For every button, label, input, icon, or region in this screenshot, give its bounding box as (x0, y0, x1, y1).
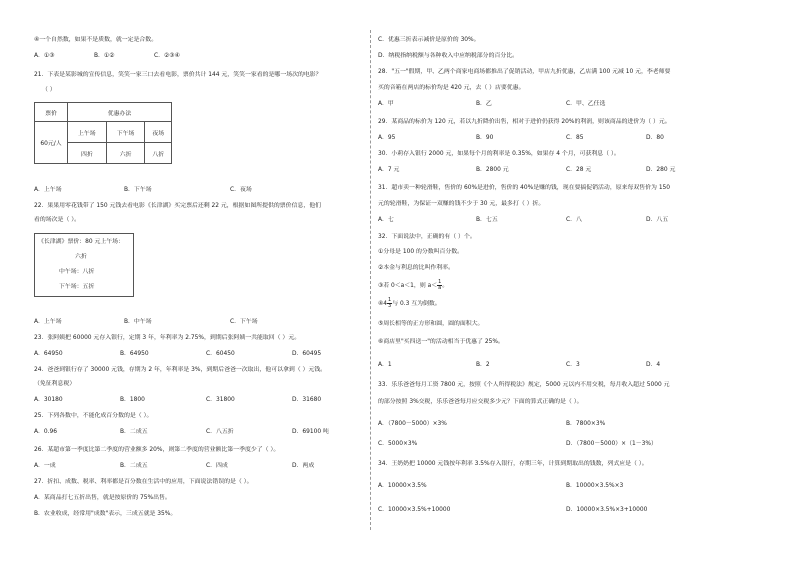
q32-item4-den: 3 (388, 303, 392, 309)
q34-option-b[interactable]: B．10000×3.5%×3 (566, 483, 624, 489)
q33-option-b[interactable]: B．7800×3% (566, 421, 606, 427)
q22-option-b[interactable]: B．中午场 (124, 319, 152, 325)
q33-statement-1: 33．乐乐爸爸每月工资 7800 元，按照《个人所得税法》规定，5000 元以内不用交税，每月收入超过 5000 元 (378, 382, 670, 388)
q33-statement-2: 的部分按照 3%交税，乐乐爸爸每月应交税多少元？下面的算式正确的是（ ）。 (378, 399, 583, 405)
q21-paren: （ ） (42, 87, 56, 93)
q22-box-line1: 《长津湖》票价：80 元上午场： (38, 239, 124, 245)
q29-statement: 29．某商品的标价为 120 元，若以九折降价出售，相对于进价仍获得 20%的利润，则该商品的进价为（ ）元。 (378, 119, 671, 125)
q31-statement-2: 元的轮滑鞋，为保证一双赚的钱不少于 30 元，最多打（ ）折。 (378, 201, 545, 207)
q33-option-c[interactable]: C．5000×3% (378, 441, 418, 447)
q27-option-d[interactable]: D．纳税指纳税额与各种收入中应纳税部分的百分比。 (378, 53, 519, 59)
q23-option-b[interactable]: B．64950 (120, 351, 149, 357)
q29-option-b[interactable]: B．90 (476, 135, 494, 141)
q24-option-a[interactable]: A．30180 (34, 397, 63, 403)
q21-option-a[interactable]: A．上午场 (34, 187, 62, 193)
q24-statement-2: （免征利息税） (34, 381, 76, 387)
q32-option-b[interactable]: B．2 (476, 362, 490, 368)
q21-option-b[interactable]: B．下午场 (124, 187, 152, 193)
q32-item-3 (378, 280, 448, 291)
q34-option-c[interactable]: C．10000×3.5%+10000 (378, 507, 451, 513)
q28-option-b[interactable]: B．乙 (476, 101, 492, 107)
q32-item3-den: a (438, 285, 442, 291)
q33-option-a[interactable]: A．（7800－5000）×3% (378, 421, 447, 427)
q33-option-d[interactable]: D．（7800－5000）×（1－3%） (566, 441, 657, 447)
q23-option-c[interactable]: C．60450 (206, 351, 235, 357)
q26-option-d[interactable]: D．两成 (292, 463, 315, 469)
q21-discount-afternoon: 六折 (106, 143, 145, 164)
q25-option-c[interactable]: C．八五折 (206, 429, 234, 435)
q28-option-a[interactable]: A．甲 (378, 101, 394, 107)
q22-box-line4: 下午场：五折 (59, 284, 95, 290)
q29-option-d[interactable]: D．80 (646, 135, 664, 141)
q24-option-d[interactable]: D．31680 (292, 397, 322, 403)
q32-item-2: ②本金与利息的比叫作利率。 (378, 265, 454, 271)
q34-statement: 34．王奶奶把 10000 元钱按年利率 3.5%存入银行，存期三年，计算到期取出的钱数，列式应是（ ）。 (378, 461, 648, 467)
q23-option-d[interactable]: D．60495 (292, 351, 322, 357)
q22-statement-1: 22．果果用零花钱带了 150 元钱去看电影《长津湖》买完票后还剩 22 元，根据如图所提供的票价信息，他们 (34, 203, 322, 209)
q21-discount-header: 优惠办法 (68, 103, 172, 122)
q27-option-a[interactable]: A．某商品打七五折出售，就是按原价的 75%出售。 (34, 495, 171, 501)
q21-price-value: 60元/人 (35, 122, 68, 164)
q34-option-d[interactable]: D．10000×3.5%×3+10000 (566, 507, 648, 513)
q21-session-afternoon: 下午场 (106, 122, 145, 143)
column-divider (370, 30, 371, 530)
q28-statement-2: 买的音箱在两店的标价均是 420 元，去（ ）店要优惠。 (378, 85, 525, 91)
q29-option-a[interactable]: A．95 (378, 135, 396, 141)
q21-session-night: 夜场 (145, 122, 172, 143)
q20-option-b[interactable]: B．①② (94, 53, 115, 59)
q34-option-a[interactable]: A．10000×3.5% (378, 483, 427, 489)
q32-item-5: ⑤周长相等的正方形和圆，圆的面积大。 (378, 321, 484, 327)
q32-item-6: ⑥商店里"买四送一"的活动相当于优惠了 25%。 (378, 339, 504, 345)
q24-option-b[interactable]: B．1800 (120, 397, 145, 403)
q26-statement: 26．某超市第一季度比第二季度的营业额多 20%，则第二季度的营业额比第一季度少了（ ）。 (34, 447, 280, 453)
q30-option-b[interactable]: B．2800 元 (476, 167, 509, 173)
q24-option-c[interactable]: C．31800 (206, 397, 235, 403)
q20-option-a[interactable]: A．①③ (34, 53, 55, 59)
q32-item4-num: 1 (388, 297, 392, 303)
q32-item4-int: 4 (383, 301, 388, 307)
q21-option-c[interactable]: C．夜场 (230, 187, 252, 193)
q21-price-header: 票价 (35, 103, 68, 122)
q32-item3-num: 1 (438, 279, 442, 285)
q26-option-b[interactable]: B．二成五 (120, 463, 148, 469)
q22-box-line3: 中午场：八折 (59, 269, 95, 275)
q32-option-a[interactable]: A．1 (378, 362, 392, 368)
q23-statement: 23．张阿姨把 60000 元存入银行，定期 3 年，年利率为 2.75%，到期后张阿姨一共能取回（ ）元。 (34, 335, 301, 341)
q25-option-d[interactable]: D．69100 吨 (292, 429, 329, 435)
q21-price-table (34, 102, 172, 164)
q24-statement-1: 24．爸爸到银行存了 30000 元钱，存期为 2 年，年利率是 3%，到期后爸爸一次取出，他可以拿到（ ）元钱。 (34, 367, 327, 373)
q32-item4-post: 与 0.3 互为倒数。 (392, 301, 441, 307)
q31-option-b[interactable]: B．七五 (476, 217, 498, 223)
q29-option-c[interactable]: C．85 (566, 135, 584, 141)
q25-statement: 25．下列各数中，不能化成百分数的是（ ）。 (34, 413, 153, 419)
q30-statement: 30．小莉存入银行 2000 元，如果每个月的利率是 0.35%，如果存 4 个月，可获利息（ ）。 (378, 151, 620, 157)
q32-item3-post: 。 (442, 283, 449, 289)
q32-statement: 32．下面说法中，正确的有（ ）个。 (378, 234, 476, 240)
q20-option-c[interactable]: C．②③④ (154, 53, 180, 59)
q32-option-c[interactable]: C．3 (566, 362, 580, 368)
q25-option-b[interactable]: B．二成五 (120, 429, 148, 435)
q30-option-d[interactable]: D．280 元 (646, 167, 676, 173)
q31-option-a[interactable]: A．七 (378, 217, 394, 223)
q31-option-d[interactable]: D．八五 (646, 217, 669, 223)
q32-option-d[interactable]: D．4 (646, 362, 661, 368)
q21-discount-night: 八折 (145, 143, 172, 164)
q21-statement: 21．下表是某影城的宣传信息，笑笑一家三口去看电影，票价共计 144 元，笑笑一家看的是哪一场次的电影？ (34, 72, 322, 78)
q27-statement: 27．折扣、成数、税率、利率都是百分数在生活中的应用，下面说法错误的是（ ）。 (34, 479, 253, 485)
q22-box-line2: 六折 (75, 254, 87, 260)
q31-option-c[interactable]: C．八 (566, 217, 582, 223)
q32-item-4 (378, 298, 441, 309)
q20-statement: ④一个自然数，如果不是质数，就一定是合数。 (34, 37, 158, 43)
q21-discount-morning: 四折 (68, 143, 107, 164)
q32-item3-pre: ③若 0＜a＜1，则 a＜ (378, 283, 438, 289)
q28-statement-1: 28．"五一"假期，甲、乙两个商家电商场都推出了促销活动，甲店九折优惠，乙店满 100 元减 10 元，李老师要 (378, 69, 671, 75)
q22-option-a[interactable]: A．上午场 (34, 319, 62, 325)
q31-statement-1: 31．超市卖一种轮滑鞋，售价的 60%是进价，售价的 40%是赚的钱，现在要搞促销活动，原来每双售价为 150 (378, 185, 671, 191)
q23-option-a[interactable]: A．64950 (34, 351, 63, 357)
q22-option-c[interactable]: C．下午场 (230, 319, 258, 325)
q27-option-c[interactable]: C．优惠三折表示减价是原价的 30%。 (378, 37, 480, 43)
q26-option-c[interactable]: C．四成 (206, 463, 228, 469)
q21-session-morning: 上午场 (68, 122, 107, 143)
q32-item4-circle: ④ (378, 301, 384, 307)
q30-option-a[interactable]: A．7 元 (378, 167, 400, 173)
q22-statement-2: 看的场次是（ ）。 (34, 217, 81, 223)
q27-option-b[interactable]: B．农业收成，经常用"成数"表示，三成五就是 35%。 (34, 511, 177, 517)
q30-option-c[interactable]: C．28 元 (566, 167, 592, 173)
q28-option-c[interactable]: C．甲、乙任选 (566, 101, 606, 107)
q26-option-a[interactable]: A．一成 (34, 463, 56, 469)
q22-price-box (34, 233, 134, 297)
q32-item-1: ①分母是 100 的分数叫百分数。 (378, 249, 464, 255)
q25-option-a[interactable]: A．0.96 (34, 429, 58, 435)
